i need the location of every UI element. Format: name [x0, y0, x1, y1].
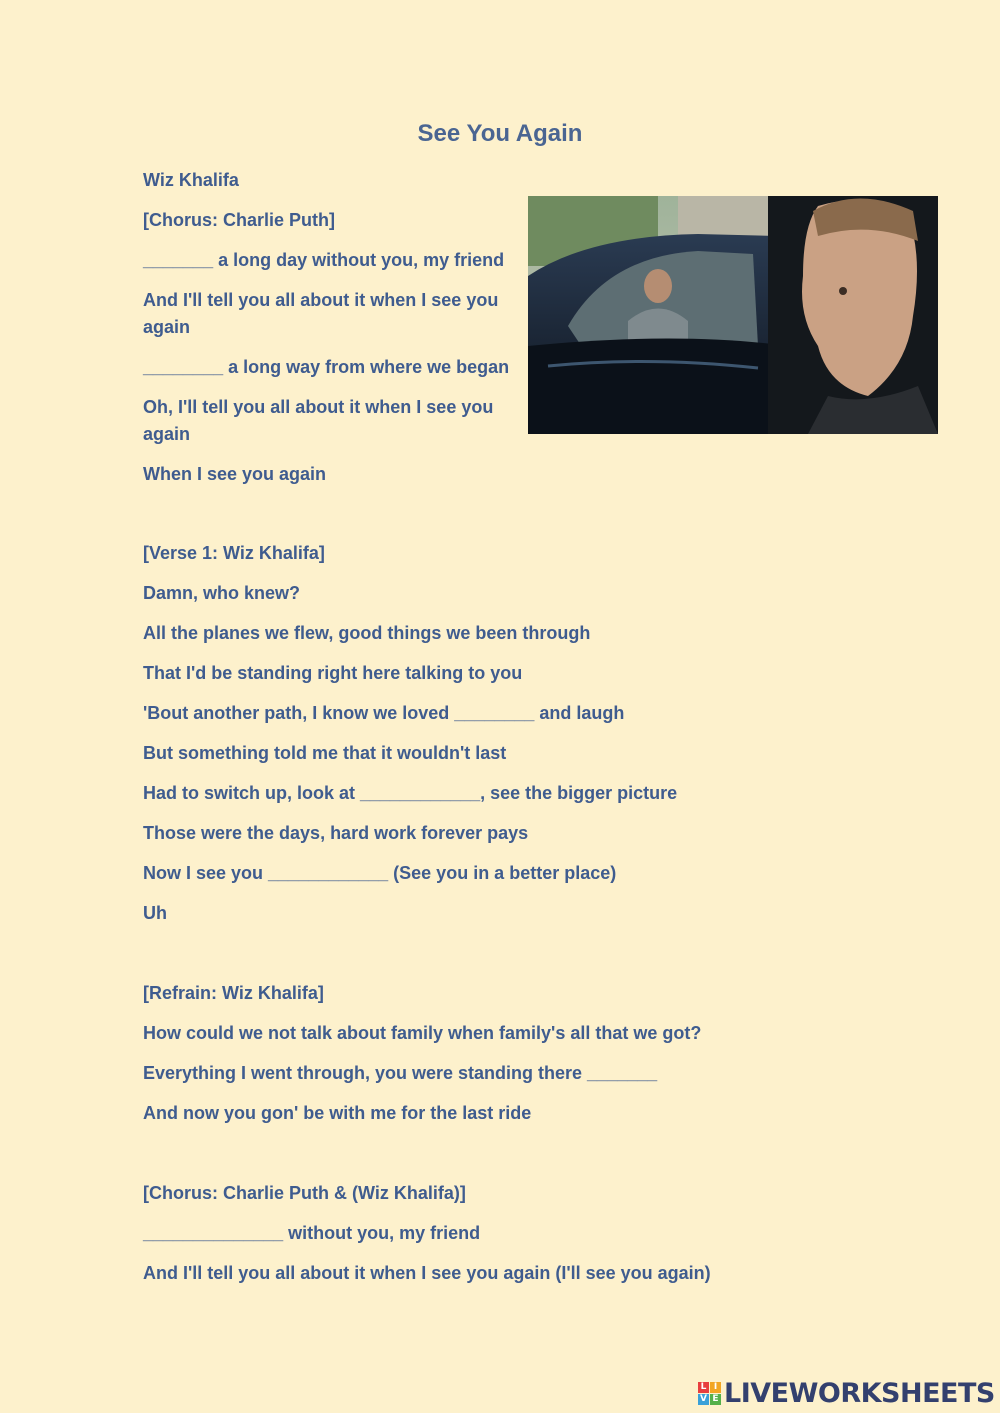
logo-letter: L — [698, 1382, 709, 1393]
lyric-line: _______ a long day without you, my friend — [143, 250, 505, 270]
lyric-line: Now I see you ____________ (See you in a better place) — [143, 863, 617, 883]
movie-still-illustration — [528, 196, 938, 434]
lyric-line: Everything I went through, you were standing there _______ — [143, 1063, 658, 1083]
lyric-line: ______________ without you, my friend — [143, 1223, 481, 1243]
lyric-line: And I'll tell you all about it when I see you — [143, 290, 499, 310]
lyric-line: again — [143, 424, 191, 444]
lyric-line: 'Bout another path, I know we loved ________ and laugh — [143, 703, 625, 723]
lyric-line: And now you gon' be with me for the last ride — [143, 1103, 532, 1123]
liveworksheets-logo — [698, 1378, 995, 1408]
artist-line: Wiz Khalifa — [143, 170, 239, 190]
logo-letter: V — [698, 1394, 709, 1405]
lyric-line: And I'll tell you all about it when I see you again (I'll see you again) — [143, 1263, 711, 1283]
lyric-line: again — [143, 317, 191, 337]
lyric-line: How could we not talk about family when family's all that we got? — [143, 1023, 702, 1043]
lyric-line: Had to switch up, look at ____________, see the bigger picture — [143, 783, 678, 803]
lyric-line: Oh, I'll tell you all about it when I see you — [143, 397, 494, 417]
logo-text: LIVEWORKSHEETS — [724, 1377, 995, 1409]
lyric-line: But something told me that it wouldn't last — [143, 743, 507, 763]
lyric-line: ________ a long way from where we began — [143, 357, 510, 377]
lyric-line: Damn, who knew? — [143, 583, 301, 603]
section-heading: [Refrain: Wiz Khalifa] — [143, 983, 324, 1003]
logo-letter: E — [710, 1394, 721, 1405]
section-heading: [Verse 1: Wiz Khalifa] — [143, 543, 325, 563]
lyric-line: Those were the days, hard work forever pays — [143, 823, 529, 843]
logo-mark-icon — [698, 1382, 721, 1405]
lyric-line: When I see you again — [143, 464, 327, 484]
section-heading: [Chorus: Charlie Puth] — [143, 210, 335, 230]
logo-letter: I — [710, 1382, 721, 1393]
lyric-line: That I'd be standing right here talking to you — [143, 663, 523, 683]
lyric-line: All the planes we flew, good things we been through — [143, 623, 591, 643]
lyric-line: Uh — [143, 903, 167, 923]
section-heading: [Chorus: Charlie Puth & (Wiz Khalifa)] — [143, 1183, 466, 1203]
page-title: See You Again — [417, 120, 583, 147]
movie-still-photo — [528, 196, 938, 434]
